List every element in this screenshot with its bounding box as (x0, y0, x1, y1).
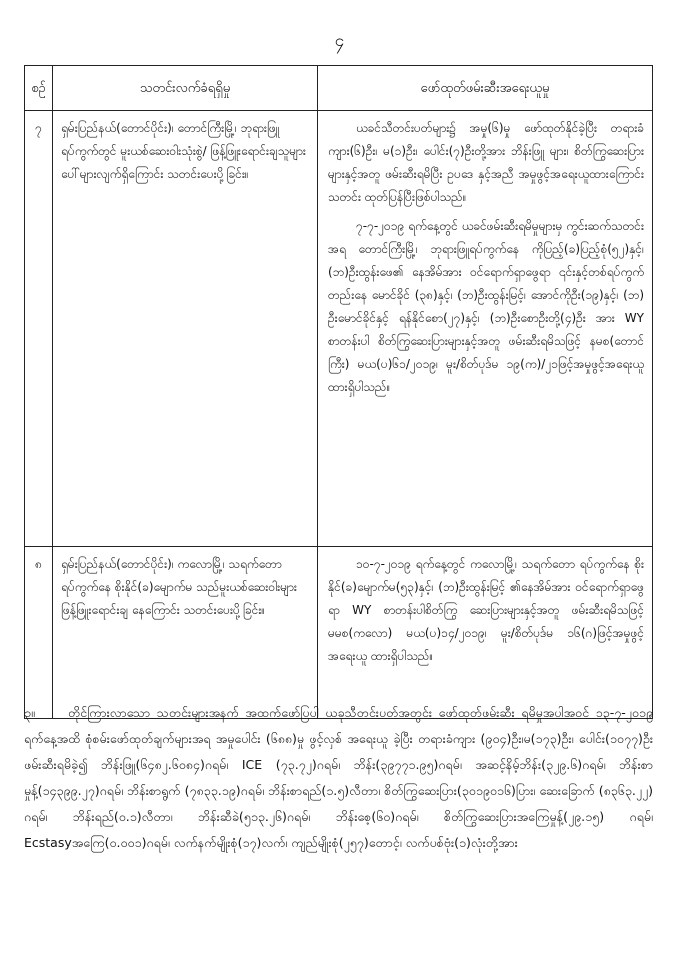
summary-paragraph (24, 700, 653, 856)
row-action (318, 547, 653, 719)
paragraph-text: တိုင်ကြားလာသော သတင်းများအနက် အထက်ဖော်ပြပါ ယခုသီတင်းပတ်အတွင်း ဖော်ထုတ်ဖမ်းဆီး ရမိမှုအပါအဝင် ၁၃-၇-၂၀၁၉ ရက်နေ့အထိ စုံစမ်းဖော်ထုတ်ချက်များအရ အမှုပေါင်း (၆၈၈)မှု ဖွင့်လှစ် အရေးယူ ခဲ့ပြီး တရားခံကျား (၉၀၄)ဦး၊မ(၁၇၃)ဦး၊ ပေါင်း(၁၀၇၇)ဦး ဖမ်းဆီးရမိခဲ့၍ ဘိန်းဖြူ(၆၄၈၂.၆၀၈၄)ဂရမ်၊ ICE (၇၃.၇၂)ဂရမ်၊ ဘိန်း(၃၉၇၇၁.၉၅)ဂရမ်၊ အဆင့်နိမ့်ဘိန်း(၃၂၉.၆)ဂရမ်၊ ဘိန်းစာမှုန့်(၁၄၃၉၉.၂၇)ဂရမ်၊ ဘိန်းစာရွက် (၇၈၃၃.၁၉)ဂရမ်၊ ဘိန်းစာရည်(၁.၅)လီတာ၊ စိတ်ကြွဆေးပြား(၃၀၁၉၀၁၆)ပြား၊ ဆေးခြောက် (၈၃၆၃.၂၂) ဂရမ်၊ ဘိန်းရည်(၀.၁)လီတာ၊ ဘိန်းဆီခဲ(၅၁၃.၂၆)ဂရမ်၊ ဘိန်းစေ့(၆၀)ဂရမ်၊ စိတ်ကြွဆေးပြားအကြေမှုန့်(၂၉.၁၅) ဂရမ်၊ Ecstasyအကြေ(၀.၀၀၁)ဂရမ်၊ လက်နက်မျိုးစုံ(၁၇)လက်၊ ကျည်မျိုးစုံ(၂၅၇)တောင့်၊ လက်ပစ်ဗုံး(၁)လုံးတို့အား (24, 705, 653, 850)
row-action (318, 111, 653, 547)
table-row (25, 547, 653, 719)
page-number: ၄ (334, 31, 345, 51)
action-paragraph: ၁၀-၇-၂၀၁၉ ရက်နေ့တွင် ကလောမြို့၊ သရက်တော ရပ်ကွက်နေ စိုးနိုင်(ခ)မျောက်မ(၅၃)နှင့်၊ (ဘ)ဦးထွန်းမြင့် ၏နေအိမ်အား ဝင်ရောက်ရှာဖွေရာ WY စာတန်းပါစိတ်ကြွ ဆေးပြားများနှင့်အတူ ဖမ်းဆီးရမိသဖြင့် မမစ(ကလော) မယ(ပ)၁၄/၂၀၁၉၊ မူး/စိတ်ပုဒ်မ ၁၆(ဂ)ဖြင့်အမှုဖွင့်အရေးယူ ထားရှိပါသည်။ (328, 557, 644, 663)
header-information-received: သတင်းလက်ခံရရှိမှု (53, 66, 318, 111)
table-row (25, 111, 653, 547)
paragraph-number: ၃။ (24, 705, 35, 720)
action-paragraph: ၇-၇-၂၀၁၉ ရက်နေ့တွင် ယခင်ဖမ်းဆီးရမိမှုများမှ ကွင်းဆက်သတင်းအရ တောင်ကြီးမြို့၊ ဘုရားဖြူရပ်ကွက်နေ ကိုပြည့်(ခ)ပြည့်စုံ(၅၂)နှင့်၊ (ဘ)ဦးထွန်းဖေ၏ နေအိမ်အား ဝင်ရောက်ရှာဖွေရာ ၎င်းနှင့်တစ်ရပ်ကွက်တည်းနေ မောင်ခိုင် (၃၈)နှင့်၊ (ဘ)ဦးထွန်းမြင့်၊ အောင်ကိုဦး(၁၉)နှင့်၊ (ဘ) ဦးမောင်ခိုင်နှင့် ရန်နိုင်စော(၂၇)နှင့်၊ (ဘ)ဦးစောဦးတို့(၄)ဦး အား WY စာတန်းပါ စိတ်ကြွဆေးပြားများနှင့်အတူ ဖမ်းဆီးရမိသဖြင့် နမစ(တောင်ကြီး) မယ(ပ)၆၁/၂၀၁၉၊ မူး/စိတ်ပုဒ်မ ၁၉(က)/၂၁ဖြင့်အမှုဖွင့်အရေးယူထားရှိပါသည်။ (328, 219, 644, 394)
action-paragraph: ယခင်သီတင်းပတ်များ၌ အမှု(၆)မှု ဖော်ထုတ်နိုင်ခဲ့ပြီး တရားခံကျား(၆)ဦး၊ မ(၁)ဦး၊ ပေါင်း(၇)ဦးတို့အား ဘိန်းဖြူ များ၊ စိတ်ကြွဆေးပြားများနှင့်အတူ ဖမ်းဆီးရမိပြီး ဥပဒေ နှင့်အညီ အမှုဖွင့်အရေးယူထားကြောင်း သတင်း ထုတ်ပြန်ပြီးဖြစ်ပါသည်။ (328, 121, 644, 204)
row-serial-no: ၇ (25, 111, 53, 547)
table-header-row (25, 66, 653, 111)
row-information: ရှမ်းပြည်နယ်(တောင်ပိုင်း)၊ ကလောမြို့၊ သရက်တောရပ်ကွက်နေ စိုးနိုင်(ခ)မျောက်မ သည်မူးယစ်ဆေးဝါးများ ဖြန့်ဖြူးရောင်းချ နေကြောင်း သတင်းပေးပို့ခြင်း။ (53, 547, 318, 719)
header-action-taken: ဖော်ထုတ်ဖမ်းဆီးအရေးယူမှု (318, 66, 653, 111)
header-serial-no: စဉ် (25, 66, 53, 111)
report-table (24, 65, 653, 719)
row-serial-no: ၈ (25, 547, 53, 719)
row-information: ရှမ်းပြည်နယ်(တောင်ပိုင်း)၊ တောင်ကြီးမြို့၊ ဘုရားဖြူရပ်ကွက်တွင် မူးယစ်ဆေးဝါးသုံးစွဲ/ ဖြန့်ဖြူးရောင်းချသူများ ပေါ်များလျက်ရှိကြောင်း သတင်းပေးပို့ခြင်း။ (53, 111, 318, 547)
